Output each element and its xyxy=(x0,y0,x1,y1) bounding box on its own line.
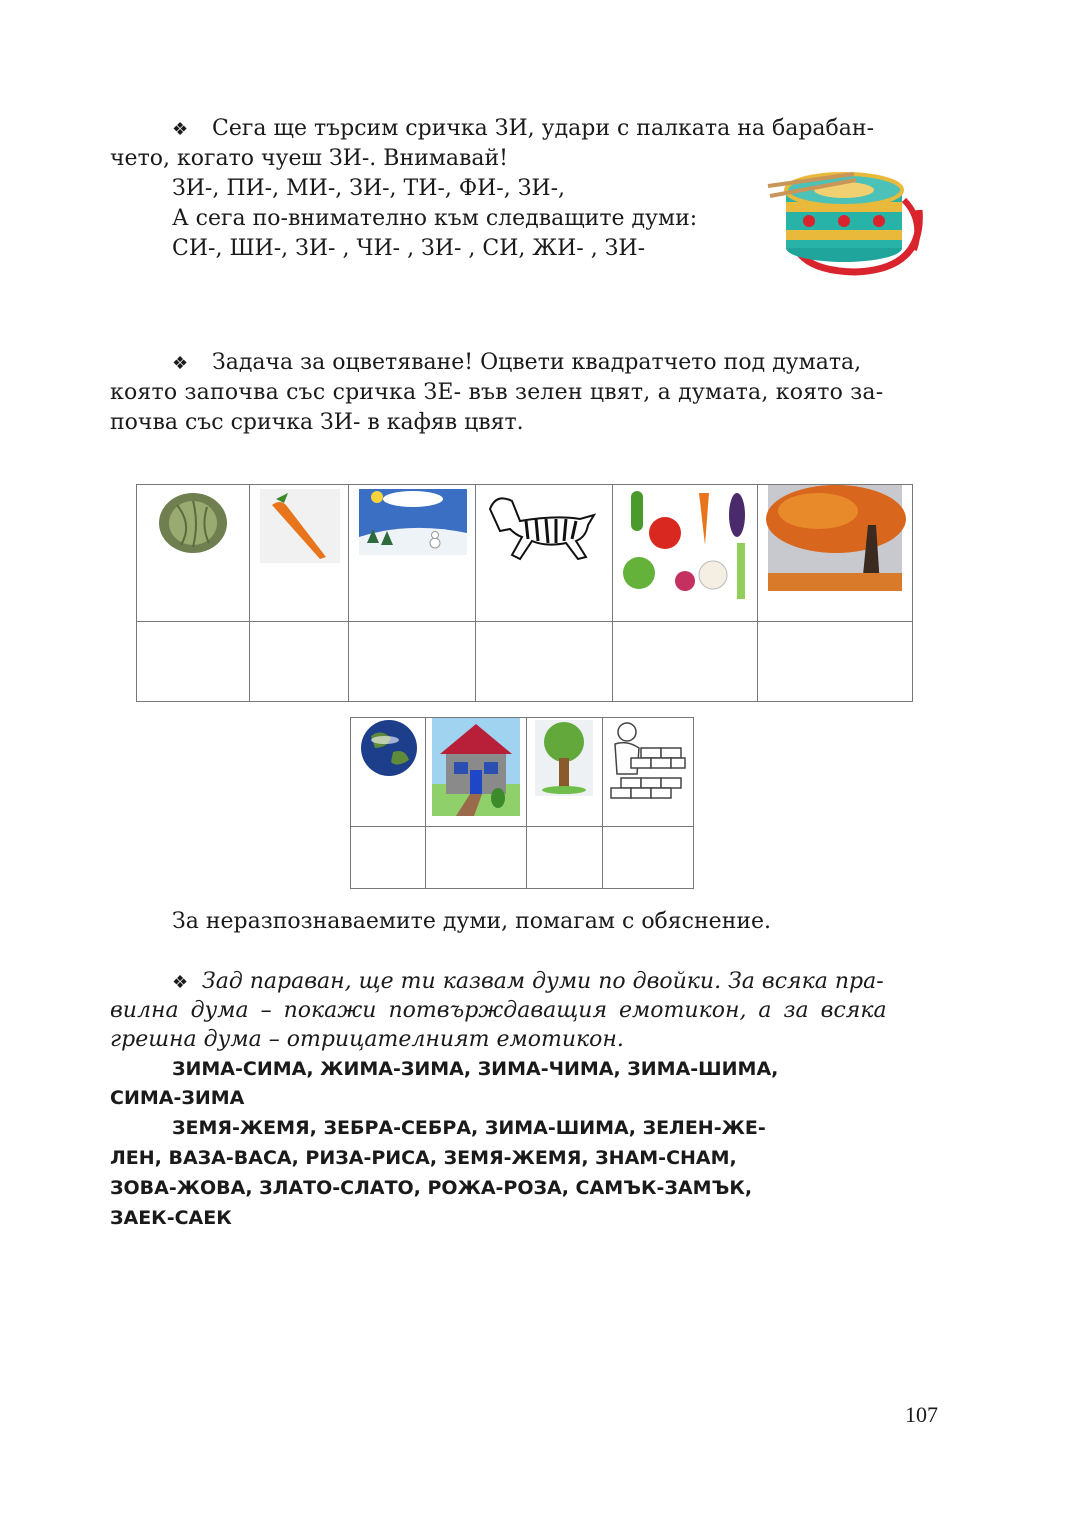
cell-carrot xyxy=(250,485,349,622)
bullet-icon: ❖ xyxy=(172,353,189,374)
pairs1-line1: ЗИМА-СИМА, ЖИМА-ЗИМА, ЗИМА-ЧИМА, ЗИМА-ШИМА, xyxy=(172,1058,779,1080)
color-box[interactable] xyxy=(527,827,603,889)
note-text: За неразпознаваемите думи, помагам с обяснение. xyxy=(172,909,772,934)
bricklayer-icon xyxy=(603,718,693,826)
cell-autumn-tree xyxy=(758,485,913,622)
bullet-icon: ❖ xyxy=(172,972,189,993)
section1-line1: ❖ Сега ще търсим сричка ЗИ, удари с палката на барабан- xyxy=(172,114,874,145)
cell-earth xyxy=(351,718,426,827)
section2-line3: почва със сричка ЗИ- в кафяв цвят. xyxy=(110,410,524,435)
color-box[interactable] xyxy=(476,622,613,702)
vegetables-icon xyxy=(613,485,757,621)
winter-landscape-icon xyxy=(349,485,475,621)
syllables-line-1: ЗИ-, ПИ-, МИ-, ЗИ-, ТИ-, ФИ-, ЗИ-, xyxy=(172,176,566,201)
cell-tree xyxy=(527,718,603,827)
color-box[interactable] xyxy=(603,827,694,889)
pairs2-line2: ЛЕН, ВАЗА-ВАСА, РИЗА-РИСА, ЗЕМЯ-ЖЕМЯ, ЗНАМ-СНАМ, xyxy=(110,1147,737,1169)
section3-line1: ❖ Зад параван, ще ти казвам думи по двойки. За всяка пра- xyxy=(172,967,884,998)
coloring-table-2 xyxy=(350,717,694,889)
color-box[interactable] xyxy=(349,622,476,702)
instruction-line: А сега по-внимателно към следващите думи: xyxy=(172,206,698,231)
pairs2-line1: ЗЕМЯ-ЖЕМЯ, ЗЕБРА-СЕБРА, ЗИМА-ШИМА, ЗЕЛЕН-ЖЕ- xyxy=(172,1117,766,1139)
cell-cabbage xyxy=(137,485,250,622)
section3-line3: грешна дума – отрицателният емотикон. xyxy=(110,1027,624,1052)
color-box[interactable] xyxy=(426,827,527,889)
cell-winter xyxy=(349,485,476,622)
tree-icon xyxy=(527,718,602,826)
carrot-icon xyxy=(250,485,348,621)
color-box[interactable] xyxy=(613,622,758,702)
pairs1-line2: СИМА-ЗИМА xyxy=(110,1087,245,1109)
house-icon xyxy=(426,718,526,826)
cell-zebra xyxy=(476,485,613,622)
section2-line2: която започва със сричка ЗЕ- във зелен цвят, а думата, която за- xyxy=(110,380,884,405)
color-box[interactable] xyxy=(137,622,250,702)
pairs2-line4: ЗАЕК-САЕК xyxy=(110,1207,232,1229)
section2-line1: ❖ Задача за оцветяване! Оцвети квадратчето под думата, xyxy=(172,348,861,379)
page-number: 107 xyxy=(905,1402,938,1427)
cell-house xyxy=(426,718,527,827)
section3-line2: вилна дума – покажи потвърждаващия емотикон, а за всяка xyxy=(110,998,887,1023)
bullet-icon: ❖ xyxy=(172,119,189,140)
earth-globe-icon xyxy=(351,718,425,826)
autumn-tree-icon xyxy=(758,485,912,621)
cabbage-icon xyxy=(137,485,249,621)
coloring-table-1 xyxy=(136,484,913,702)
syllables-line-2: СИ-, ШИ-, ЗИ- , ЧИ- , ЗИ- , СИ, ЖИ- , ЗИ- xyxy=(172,236,646,261)
color-box[interactable] xyxy=(250,622,349,702)
zebra-icon xyxy=(476,485,612,621)
cell-bricklayer xyxy=(603,718,694,827)
cell-vegetables xyxy=(613,485,758,622)
pairs2-line3: ЗОВА-ЖОВА, ЗЛАТО-СЛАТО, РОЖА-РОЗА, САМЪК-ЗАМЪК, xyxy=(110,1177,753,1199)
drum-icon xyxy=(764,150,926,278)
color-box[interactable] xyxy=(351,827,426,889)
color-box[interactable] xyxy=(758,622,913,702)
section1-line2: чето, когато чуеш ЗИ-. Внимавай! xyxy=(110,146,509,171)
